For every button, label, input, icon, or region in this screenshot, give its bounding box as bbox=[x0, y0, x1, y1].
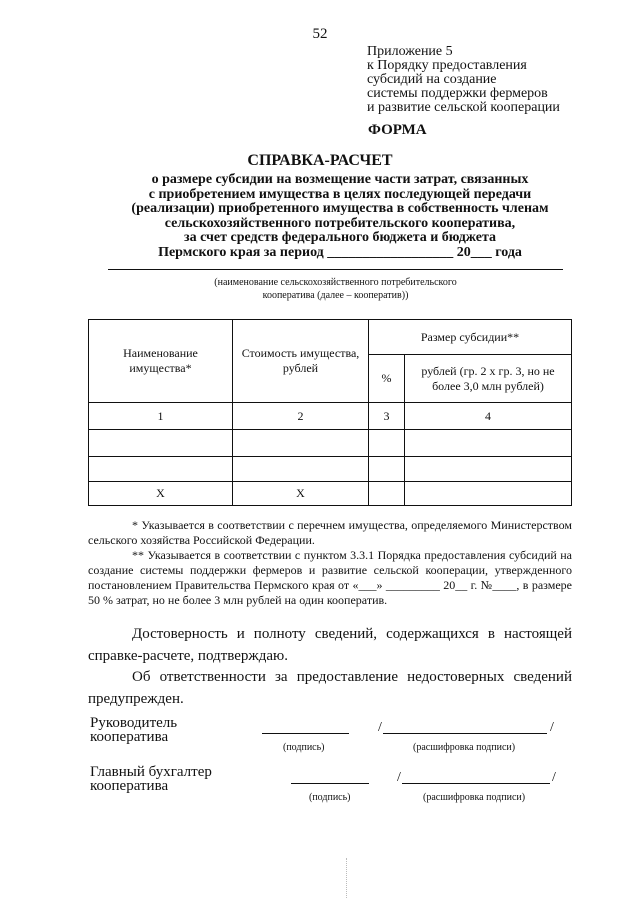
subtitle-line: сельскохозяйственного потребительского кооператива, bbox=[164, 215, 516, 231]
appendix-line: к Порядку предоставления bbox=[367, 58, 527, 73]
signature-caption: (подпись) bbox=[283, 742, 325, 753]
header-percent: % bbox=[369, 355, 405, 403]
table-cell[interactable] bbox=[369, 457, 405, 482]
table-cell[interactable] bbox=[405, 457, 572, 482]
role-line: кооператива bbox=[90, 778, 169, 794]
table-cell: 4 bbox=[405, 403, 572, 430]
role-line: Главный бухгалтер bbox=[90, 764, 212, 780]
footnotes bbox=[88, 518, 572, 608]
accountant-decoding-field[interactable] bbox=[402, 783, 550, 784]
header-rubles: рублей (гр. 2 х гр. 3, но не более 3,0 млн рублей) bbox=[405, 355, 572, 403]
table-cell[interactable] bbox=[369, 482, 405, 506]
role-line: Руководитель bbox=[90, 715, 178, 731]
caption-line: кооператива (далее – кооператив)) bbox=[262, 290, 409, 301]
subtitle-line: за счет средств федерального бюджета и бюджета bbox=[183, 230, 497, 245]
accountant-signature-field[interactable] bbox=[291, 783, 369, 784]
subtitle-line: с приобретением имущества в целях последующей передачи bbox=[148, 186, 532, 202]
appendix-line: системы поддержки фермеров bbox=[367, 86, 548, 101]
table-cell[interactable] bbox=[233, 430, 369, 457]
cooperative-name-field[interactable] bbox=[108, 269, 563, 270]
caption-line: (наименование сельскохозяйственного потребительского bbox=[214, 277, 457, 288]
decoding-caption: (расшифровка подписи) bbox=[413, 742, 516, 753]
subtitle-line: (реализации) приобретенного имущества в собственность членам bbox=[131, 201, 549, 216]
slash-left: / bbox=[397, 770, 401, 785]
scan-artifact bbox=[346, 858, 348, 898]
table-cell[interactable] bbox=[405, 430, 572, 457]
footnote-1: * Указывается в соответствии с перечнем имущества, определяемого Министерством сельского хозяйства Российской Федерации. bbox=[88, 518, 572, 547]
table-cell[interactable] bbox=[89, 430, 233, 457]
table-row[interactable] bbox=[89, 430, 572, 457]
document-subtitle bbox=[60, 173, 620, 260]
table-cell: 2 bbox=[233, 403, 369, 430]
signature-role-accountant bbox=[90, 765, 212, 793]
appendix-line: субсидий на создание bbox=[367, 72, 497, 87]
footnote-2: ** Указывается в соответствии с пунктом 3.3.1 Порядка предоставления субсидий на создание системы поддержки фермеров и развитие сельской кооперации, утвержденного постановлением Правительства Пермского края от «___» _________ 20__ г. №____, в размере 50 % затрат, но не более 3 млн рублей на один кооператив. bbox=[88, 548, 572, 607]
role-line: кооператива bbox=[90, 729, 169, 745]
slash-left: / bbox=[378, 720, 382, 735]
table-header-row bbox=[89, 320, 572, 355]
table-row[interactable] bbox=[89, 457, 572, 482]
slash-right: / bbox=[550, 720, 554, 735]
appendix-block bbox=[367, 45, 560, 115]
document-title: СПРАВКА-РАСЧЕТ bbox=[247, 152, 393, 169]
table-cell: 1 bbox=[89, 403, 233, 430]
head-decoding-field[interactable] bbox=[383, 733, 547, 734]
subtitle-line: Пермского края за период __________________ 20___ года bbox=[158, 244, 522, 260]
decoding-caption: (расшифровка подписи) bbox=[423, 792, 526, 803]
header-subsidy-group: Размер субсидии** bbox=[369, 320, 572, 355]
confirmation-responsibility: Об ответственности за предоставление недостоверных сведений предупрежден. bbox=[88, 669, 572, 707]
table-cell[interactable] bbox=[369, 430, 405, 457]
header-property-cost: Стоимость имущества, рублей bbox=[233, 320, 369, 403]
header-property-name: Наименование имущества* bbox=[89, 320, 233, 403]
table-number-row bbox=[89, 403, 572, 430]
table-cell: Х bbox=[233, 482, 369, 506]
cooperative-name-caption bbox=[108, 276, 563, 302]
table-cell[interactable] bbox=[405, 482, 572, 506]
table-cell: 3 bbox=[369, 403, 405, 430]
appendix-line: и развитие сельской кооперации bbox=[367, 100, 560, 115]
confirmation-accuracy: Достоверность и полноту сведений, содержащихся в настоящей справке-расчете, подтверждаю. bbox=[88, 626, 572, 664]
head-signature-field[interactable] bbox=[262, 733, 349, 734]
subsidy-table bbox=[88, 319, 572, 506]
subtitle-line: о размере субсидии на возмещение части затрат, связанных bbox=[151, 172, 529, 187]
table-cell[interactable] bbox=[89, 457, 233, 482]
form-label: ФОРМА bbox=[368, 122, 427, 138]
signature-role-head bbox=[90, 716, 177, 744]
table-total-row bbox=[89, 482, 572, 506]
slash-right: / bbox=[552, 770, 556, 785]
page-number: 52 bbox=[312, 26, 328, 42]
table-cell[interactable] bbox=[233, 457, 369, 482]
appendix-line: Приложение 5 bbox=[367, 44, 453, 59]
confirmation-block bbox=[88, 624, 572, 710]
table-cell: Х bbox=[89, 482, 233, 506]
signature-caption: (подпись) bbox=[309, 792, 351, 803]
